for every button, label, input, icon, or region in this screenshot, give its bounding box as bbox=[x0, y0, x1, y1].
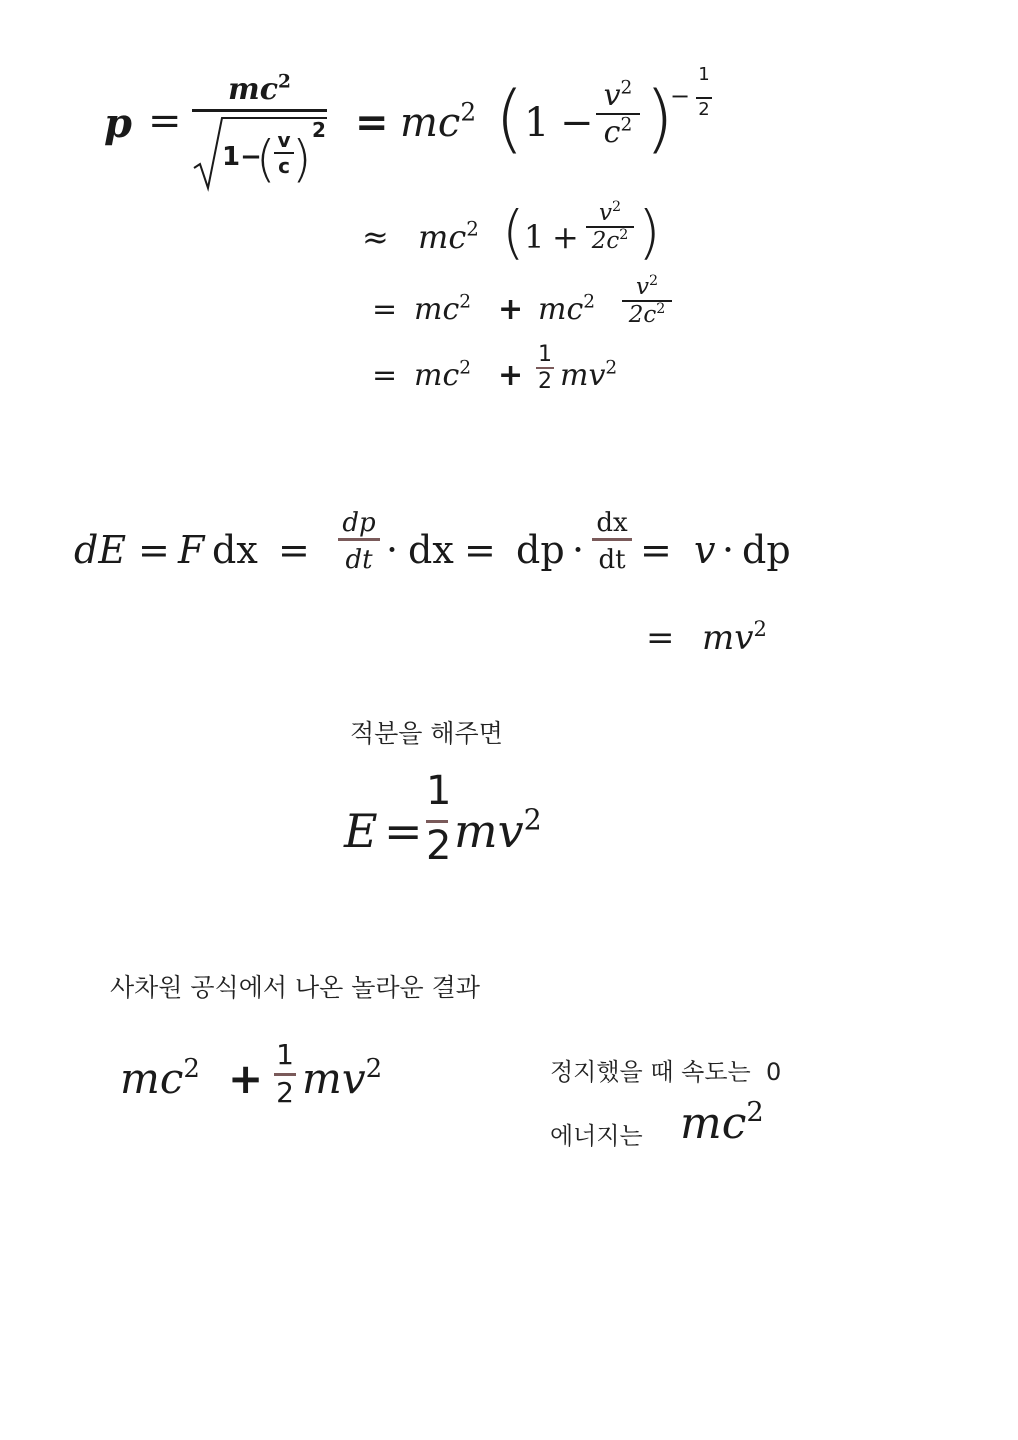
velocity: v bbox=[694, 528, 716, 572]
mc-term-2: $mc^2$ bbox=[538, 291, 596, 327]
equals-sign: = bbox=[372, 292, 398, 327]
plus-sign: + bbox=[498, 292, 524, 327]
dx-2: dx bbox=[408, 528, 454, 572]
approx-line bbox=[360, 196, 680, 276]
exponent-half: 1 2 bbox=[696, 64, 712, 120]
equals-sign: = bbox=[384, 804, 423, 858]
v2-over-c2: $v^2$ $c^2$ bbox=[596, 78, 640, 150]
one: 1 bbox=[524, 218, 545, 256]
open-paren: ( bbox=[502, 198, 525, 266]
v2-over-2c2: $v^2$ $2c^2$ bbox=[586, 200, 634, 254]
mc-term: $mc^2$ bbox=[414, 357, 472, 393]
rest-energy-expression: $mc^2$ bbox=[680, 1097, 764, 1149]
mv2-term: $mv^2$ bbox=[702, 615, 767, 658]
mv2-result-line bbox=[644, 608, 804, 664]
dx-over-dt: dx dt bbox=[592, 508, 632, 575]
equals-sign-bold: = bbox=[355, 100, 389, 146]
equals-sign: = bbox=[138, 528, 170, 572]
momentum-symbol: p bbox=[104, 100, 132, 147]
v2-over-2c2: $v^2$ $2c^2$ bbox=[622, 274, 672, 328]
left-paren: ( bbox=[256, 130, 276, 188]
equals-sign: = bbox=[646, 618, 675, 658]
kinetic-expansion-line bbox=[370, 342, 670, 414]
exponent-two: 2 bbox=[312, 118, 326, 142]
dot-operator: · bbox=[386, 528, 399, 572]
mc-term: $mc^2$ bbox=[414, 291, 472, 327]
mv2-term: $mv^2$ bbox=[454, 803, 542, 858]
mv2-term: $mv^2$ bbox=[302, 1053, 383, 1103]
equals-sign-3: = bbox=[464, 528, 496, 572]
dp-over-dt: dp dt bbox=[338, 508, 380, 575]
half-fraction: 1 2 bbox=[274, 1038, 296, 1109]
half-fraction: 1 2 bbox=[538, 342, 552, 394]
total-energy-expression bbox=[118, 1036, 408, 1126]
four-dimension-caption: 사차원 공식에서 나온 놀라운 결과 bbox=[110, 973, 480, 1002]
rest-velocity-caption: 정지했을 때 속도는 0 bbox=[550, 1058, 782, 1086]
open-paren: ( bbox=[495, 76, 524, 162]
half-fraction: 1 2 bbox=[426, 768, 452, 869]
mc-term: $mc^2$ bbox=[418, 217, 479, 256]
close-paren: ) bbox=[645, 76, 674, 162]
close-paren: ) bbox=[638, 198, 661, 266]
expansion-line bbox=[370, 274, 690, 346]
dx: dx bbox=[212, 528, 258, 572]
exponent-negative: − bbox=[670, 82, 691, 110]
equals-sign-4: = bbox=[640, 528, 672, 572]
approx-sign: ≈ bbox=[362, 218, 389, 256]
v-over-c-fraction: v c bbox=[274, 128, 294, 178]
integrate-caption: 적분을 해주면 bbox=[350, 719, 503, 748]
kinetic-energy-equation bbox=[342, 766, 562, 890]
equals-sign: = bbox=[148, 98, 182, 144]
minus-sign: − bbox=[560, 100, 594, 146]
energy-symbol: E bbox=[344, 804, 378, 858]
plus-sign: + bbox=[552, 218, 579, 256]
equals-sign-2: = bbox=[278, 528, 310, 572]
dp: dp bbox=[516, 528, 565, 572]
sqrt-inner-one-minus: 1− bbox=[222, 142, 262, 172]
force: F bbox=[178, 528, 205, 572]
momentum-fraction: $mc^2$ 1− ( v c ) 2 bbox=[192, 72, 327, 192]
one: 1 bbox=[524, 100, 550, 146]
work-energy-line bbox=[72, 506, 812, 596]
dot-operator-2: · bbox=[572, 528, 585, 572]
equals-sign: = bbox=[372, 358, 398, 393]
mv2-term: $mv^2$ bbox=[560, 357, 618, 393]
dp-2: dp bbox=[742, 528, 791, 572]
fraction-numerator: mc bbox=[228, 72, 279, 107]
momentum-equation bbox=[100, 60, 740, 210]
mc2-term: $mc^2$ bbox=[120, 1053, 200, 1103]
energy-is-caption: 에너지는 bbox=[550, 1122, 643, 1150]
plus-sign: + bbox=[228, 1054, 264, 1103]
mc-term: $mc^2$ bbox=[400, 97, 477, 146]
right-paren: ) bbox=[292, 130, 312, 188]
dot-operator-3: · bbox=[722, 528, 735, 572]
dE: dE bbox=[74, 528, 127, 572]
plus-sign: + bbox=[498, 358, 524, 393]
